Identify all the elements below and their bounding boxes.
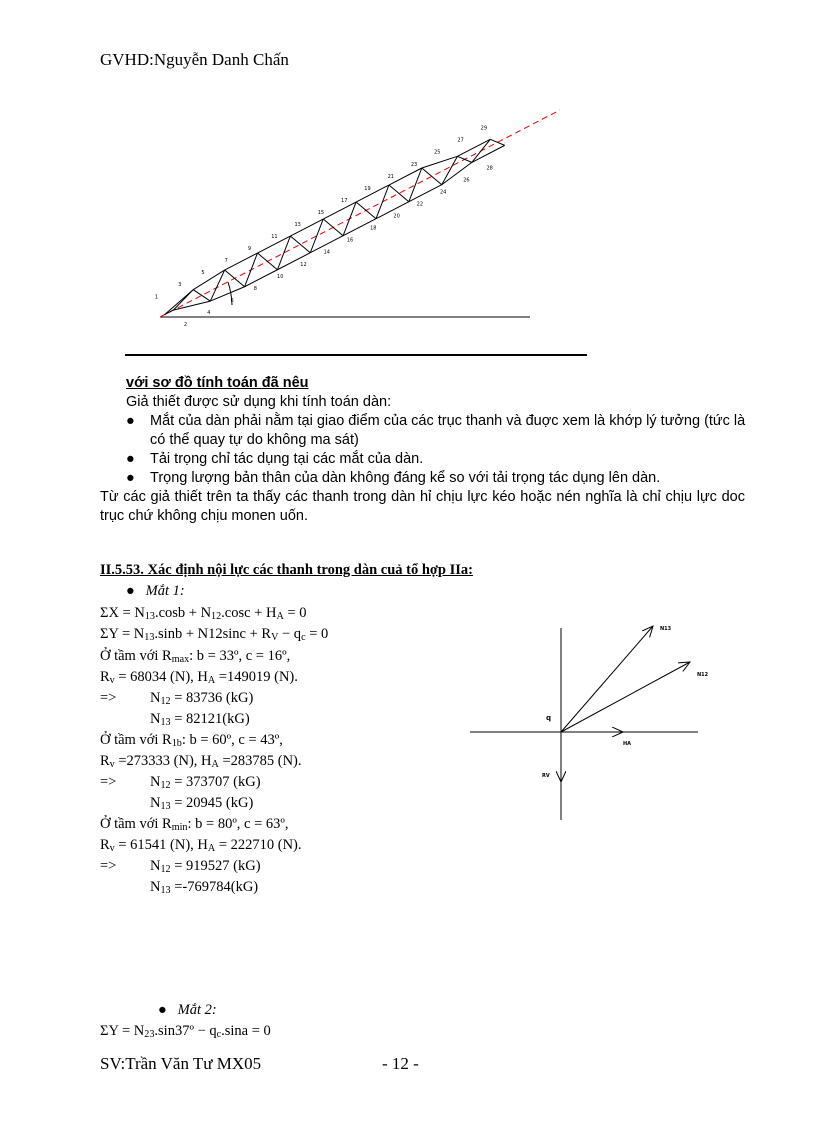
vertical-member [290, 236, 310, 253]
vertical-member [356, 202, 376, 219]
result-arrow: => [100, 690, 117, 706]
n12-arrow [561, 662, 690, 732]
truss-diagram [150, 110, 570, 329]
truss-node-label: 5 [201, 270, 205, 277]
truss-node-label: 28 [486, 165, 493, 172]
top-chord [356, 185, 389, 202]
node-2-heading: ● Mắt 2: [158, 1002, 217, 1018]
truss-node-label: 21 [387, 173, 394, 180]
truss-node-label: 25 [434, 149, 441, 156]
bottom-chord [409, 185, 442, 202]
bullet-icon: ● [158, 1002, 167, 1018]
bullet-icon: ● [126, 413, 135, 429]
bottom-chord [245, 270, 278, 287]
truss-node-label: 29 [480, 125, 488, 132]
diagonal-member [343, 202, 356, 236]
footer-student: SV:Trần Văn Tư MX05 [100, 1054, 262, 1073]
case-reactions: $R_v = 68034$ (N), $H_A =149019$ (N). [100, 669, 298, 686]
truss-node-label: 24 [439, 189, 447, 196]
truss-node-label: 19 [364, 185, 371, 192]
bullet-icon: ● [126, 451, 135, 467]
header-instructor: GVHD:Nguyễn Danh Chấn [100, 50, 289, 69]
footer-page-number: - 12 - [382, 1054, 419, 1073]
result-arrow: => [100, 774, 117, 790]
equation-sum-y: $\Sigma Y = N_{13}.\sin b + N12\sin c + R_V - q_c = 0$ [100, 626, 329, 643]
vertical-member [323, 219, 343, 236]
truss-node-label: 10 [277, 273, 284, 280]
truss-node-label: 7 [224, 258, 228, 265]
label-q: q [546, 714, 552, 722]
truss-node-label: 22 [416, 201, 424, 208]
truss-node-label: 20 [393, 213, 400, 220]
label-ha: HA [623, 741, 632, 747]
truss-node-label: 3 [178, 282, 182, 289]
label-n12: N12 [697, 672, 709, 678]
truss-node-label: 9 [247, 246, 252, 253]
vertical-member [422, 168, 442, 185]
truss-node-label: 4 [207, 309, 211, 316]
truss-node-label: 23 [410, 161, 418, 168]
case-reactions: $R_v = 61541$ (N), $H_A = 222710$ (N). [100, 837, 302, 854]
truss-node-label: 14 [323, 249, 330, 256]
result-n13: $N_{13} =-769784(kG)$ [150, 879, 259, 896]
truss-node-label: 16 [346, 237, 354, 244]
section-divider [125, 354, 587, 356]
truss-node-label: 27 [457, 137, 464, 144]
truss-node-label: 2 [183, 322, 188, 329]
vertical-member [457, 156, 471, 162]
vertical-member [225, 270, 245, 287]
truss-node-label: 13 [294, 222, 301, 229]
equation-sum-x: $\Sigma X = N_{13}.\cos b + N_{12}.\cos c + H_A = 0$ [100, 605, 307, 622]
truss-node-label: 8 [253, 285, 257, 292]
truss-node-label: 1 [154, 294, 159, 301]
label-rv: RV [542, 773, 550, 779]
result-n12: $N_{12} = 919527$ (kG) [150, 858, 261, 875]
truss-node-label: 15 [317, 209, 325, 216]
vertical-member [258, 253, 278, 270]
equation-node-2: $\Sigma Y = N_{23}.\sin 37º - q_c.\sin a = 0$ [100, 1023, 271, 1040]
diagonal-member [173, 290, 193, 310]
top-chord [323, 202, 356, 219]
diagonal-member [376, 185, 389, 219]
top-chord [225, 253, 258, 270]
bottom-chord [472, 145, 505, 162]
case-condition: Ở tầm với $R_{min}$: b = 80º, c = 63º, [100, 816, 289, 833]
diagonal-member [245, 253, 258, 287]
axis-line [160, 110, 560, 317]
case-condition: Ở tầm với $R_{max}$: b = 33º, c = 16º, [100, 648, 291, 665]
n13-arrow [561, 626, 653, 732]
result-n12: $N_{12} = 373707$ (kG) [150, 774, 261, 791]
conclusion-paragraph: Từ các giả thiết trên ta thấy các thanh trong dàn hỉ chịu lực kéo hoặc nén nghĩa là chỉ chịu lực doc trục chứ không chịu monen uốn. [100, 489, 745, 524]
truss-node-label: 12 [300, 261, 307, 268]
diagonal-member [277, 236, 290, 270]
case-reactions: $R_v =273333$ (N), $H_A =283785$ (N). [100, 753, 302, 770]
diagonal-member [472, 139, 490, 162]
result-arrow: => [100, 858, 117, 874]
result-n12: $N_{12} = 83736$ (kG) [150, 690, 254, 707]
diagonal-member [409, 168, 422, 202]
assumptions-intro: Giả thiết được sử dụng khi tính toán dàn: [126, 394, 392, 410]
section-title: với sơ đồ tính toán đã nêu [126, 375, 309, 391]
bullet-icon: ● [126, 583, 135, 599]
force-diagram [460, 620, 709, 825]
bullet-icon: ● [126, 470, 135, 486]
subsection-title: II.5.53. Xác định nội lực các thanh trong dàn cuả tổ hợp IIa: [100, 562, 473, 578]
truss-node-label: 18 [370, 225, 377, 232]
truss-node-label: 26 [463, 177, 470, 184]
truss-node-label: 17 [341, 197, 348, 204]
diagonal-member [310, 219, 323, 253]
truss-node-label: 6 [230, 297, 234, 304]
truss-node-label: 11 [271, 234, 278, 241]
result-n13: $N_{13} = 82121(kG)$ [150, 711, 250, 728]
label-n13: N13 [660, 626, 672, 632]
node-1-heading: ● Mắt 1: [126, 583, 185, 599]
vertical-member [193, 290, 210, 301]
vertical-member [389, 185, 409, 202]
result-n13: $N_{13} = 20945$ (kG) [150, 795, 254, 812]
case-condition: Ở tầm với $R_{1b}$: b = 60º, c = 43º, [100, 732, 283, 749]
